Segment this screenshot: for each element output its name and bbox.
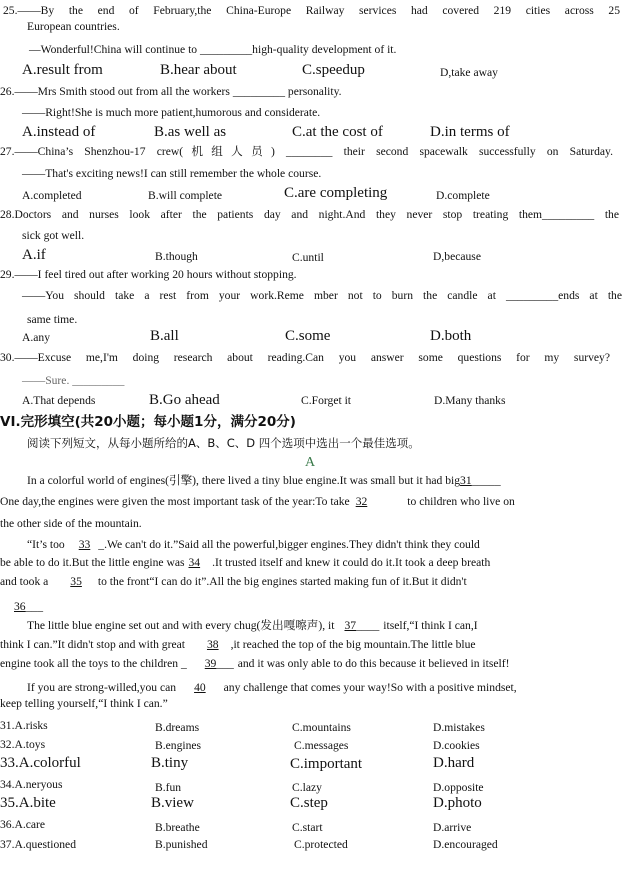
q29-reply-cont: same time. [27, 313, 78, 326]
q30-reply: ——Sure. _________ [22, 374, 125, 387]
q29-option-c: C.some [285, 328, 331, 344]
q26-option-a: A.instead of [22, 124, 96, 140]
q25-option-c: C.speedup [302, 62, 365, 78]
q31-option-d: D.mistakes [433, 721, 485, 734]
q30-option-c: C.Forget it [301, 394, 352, 407]
q25-reply: —Wonderful!China will continue to _________high-quality development of it. [29, 43, 397, 56]
passage-line: One day,the engines were given the most important task of the year:To take 32 to children who live on [0, 495, 515, 508]
q34-option-d: D.opposite [433, 781, 484, 794]
blank-34: 34 [188, 556, 201, 569]
q35-option-a: 35.A.bite [0, 795, 56, 811]
q33-option-c: C.important [290, 756, 363, 772]
q26-option-d: D.in terms of [430, 124, 510, 140]
passage-line: think I can.”It didn't stop and with great 38 ,it reached the top of the big mountain.The little blue [0, 638, 476, 651]
q25-option-d: D,take away [440, 66, 498, 79]
q29-option-b: B.all [150, 328, 179, 344]
passage-line: keep telling yourself,“I think I can.” [0, 697, 168, 710]
q36-option-b: B.breathe [155, 821, 200, 834]
q29-stem: 29.——I feel tired out after working 20 hours without stopping. [0, 268, 297, 281]
q32-option-a: 32.A.toys [0, 738, 46, 751]
q34-option-c: C.lazy [292, 781, 322, 794]
q31-option-c: C.mountains [292, 721, 351, 734]
q28-stem: 28.Doctors and nurses look after the patients day and night.And they never stop treating them_________ the [0, 208, 619, 221]
q37-option-d: D.encouraged [433, 838, 498, 851]
q32-option-c: C.messages [294, 739, 349, 752]
q27-stem: 27.——China’s Shenzhou-17 crew(机组人员) ________ their second spacewalk successfully on Saturday. [0, 145, 613, 158]
passage-line: engine took all the toys to the children _ 39___ and it was only able to do this because it believed in itself! [0, 657, 510, 670]
q28-option-a: A.if [22, 247, 46, 263]
q28-option-c: C.until [292, 251, 324, 264]
q37-option-c: C.protected [294, 838, 348, 851]
q30-option-b: B.Go ahead [149, 392, 220, 408]
q28-option-b: B.though [155, 250, 198, 263]
passage-line: “It’s too 33 _.We can't do it.”Said all the powerful,bigger engines.They didn't think they could [27, 538, 480, 551]
blank-33: 33 [78, 538, 91, 551]
q32-option-b: B.engines [155, 739, 202, 752]
q27-option-c: C.are completing [284, 185, 388, 201]
section-title: VI.完形填空(共20小题；每小题1分，满分20分) [0, 414, 296, 430]
q27-option-b: B.will complete [148, 189, 223, 202]
q25-stem-cont: European countries. [27, 20, 120, 33]
q30-option-a: A.That depends [22, 394, 96, 407]
q27-option-d: D.complete [436, 189, 490, 202]
passage-line: If you are strong-willed,you can 40 any challenge that comes your way!So with a positive mindset, [27, 681, 517, 694]
blank-32: 32 [355, 495, 368, 508]
section-instruction: 阅读下列短文，从每小题所给的A、B、C、D 四个选项中选出一个最佳选项。 [27, 436, 420, 450]
q34-option-b: B.fun [155, 781, 182, 794]
q26-option-c: C.at the cost of [292, 124, 383, 140]
q35-option-b: B.view [151, 795, 194, 811]
q33-option-a: 33.A.colorful [0, 755, 81, 771]
q29-option-d: D.both [430, 328, 472, 344]
passage-label: A [305, 455, 316, 470]
q25-option-a: A.result from [22, 62, 103, 78]
passage-line: 36___ [14, 600, 43, 613]
q29-option-a: A.any [22, 331, 51, 344]
q32-option-d: D.cookies [433, 739, 480, 752]
passage-line: be able to do it.But the little engine was 34 .It trusted itself and knew it could do it.It took a deep breath [0, 556, 491, 569]
q31-option-b: B.dreams [155, 721, 200, 734]
q35-option-d: D.photo [433, 795, 482, 811]
blank-31: 31 [460, 474, 472, 487]
q36-option-c: C.start [292, 821, 323, 834]
q37-option-b: B.punished [155, 838, 208, 851]
q25-option-b: B.hear about [160, 62, 237, 78]
q30-stem: 30.——Excuse me,I'm doing research about reading.Can you answer some questions for my survey? [0, 351, 610, 364]
q33-option-d: D.hard [433, 755, 475, 771]
blank-39: 39 [204, 657, 217, 670]
blank-40: 40 [194, 681, 206, 694]
q25-stem: 25.——By the end of February,the China-Europe Railway services had covered 219 cities across 25 [3, 4, 620, 17]
blank-35: 35 [70, 575, 82, 588]
passage-line: The little blue engine set out and with every chug(发出嘎嚓声), it 37____ itself,“I think I can,I [27, 619, 478, 632]
q35-option-c: C.step [290, 795, 328, 811]
passage-line: and took a 35 to the front“I can do it”.All the big engines started making fun of it.But it didn't [0, 575, 467, 588]
q36-option-d: D.arrive [433, 821, 472, 834]
q28-option-d: D,because [433, 250, 481, 263]
q26-stem: 26.——Mrs Smith stood out from all the workers _________ personality. [0, 85, 342, 98]
blank-37: 37 [344, 619, 357, 632]
q27-reply: ——That's exciting news!I can still remember the whole course. [22, 167, 322, 180]
q30-option-d: D.Many thanks [434, 394, 506, 407]
q28-stem-cont: sick got well. [22, 229, 85, 242]
passage-line: the other side of the mountain. [0, 517, 142, 530]
q31-option-a: 31.A.risks [0, 719, 48, 732]
q34-option-a: 34.A.neryous [0, 778, 63, 791]
blank-38: 38 [206, 638, 219, 651]
q26-reply: ——Right!She is much more patient,humorous and considerate. [22, 106, 321, 119]
passage-line: In a colorful world of engines(引擎), there lived a tiny blue engine.It was small but it had big31_____ [27, 474, 501, 487]
q27-option-a: A.completed [22, 189, 82, 202]
q37-option-a: 37.A.questioned [0, 838, 76, 851]
q29-reply: ——You should take a rest from your work.Reme mber not to burn the candle at _________ends at the [22, 289, 622, 302]
q36-option-a: 36.A.care [0, 818, 46, 831]
q26-option-b: B.as well as [154, 124, 227, 140]
q33-option-b: B.tiny [151, 755, 189, 771]
blank-36: 36 [14, 600, 26, 613]
